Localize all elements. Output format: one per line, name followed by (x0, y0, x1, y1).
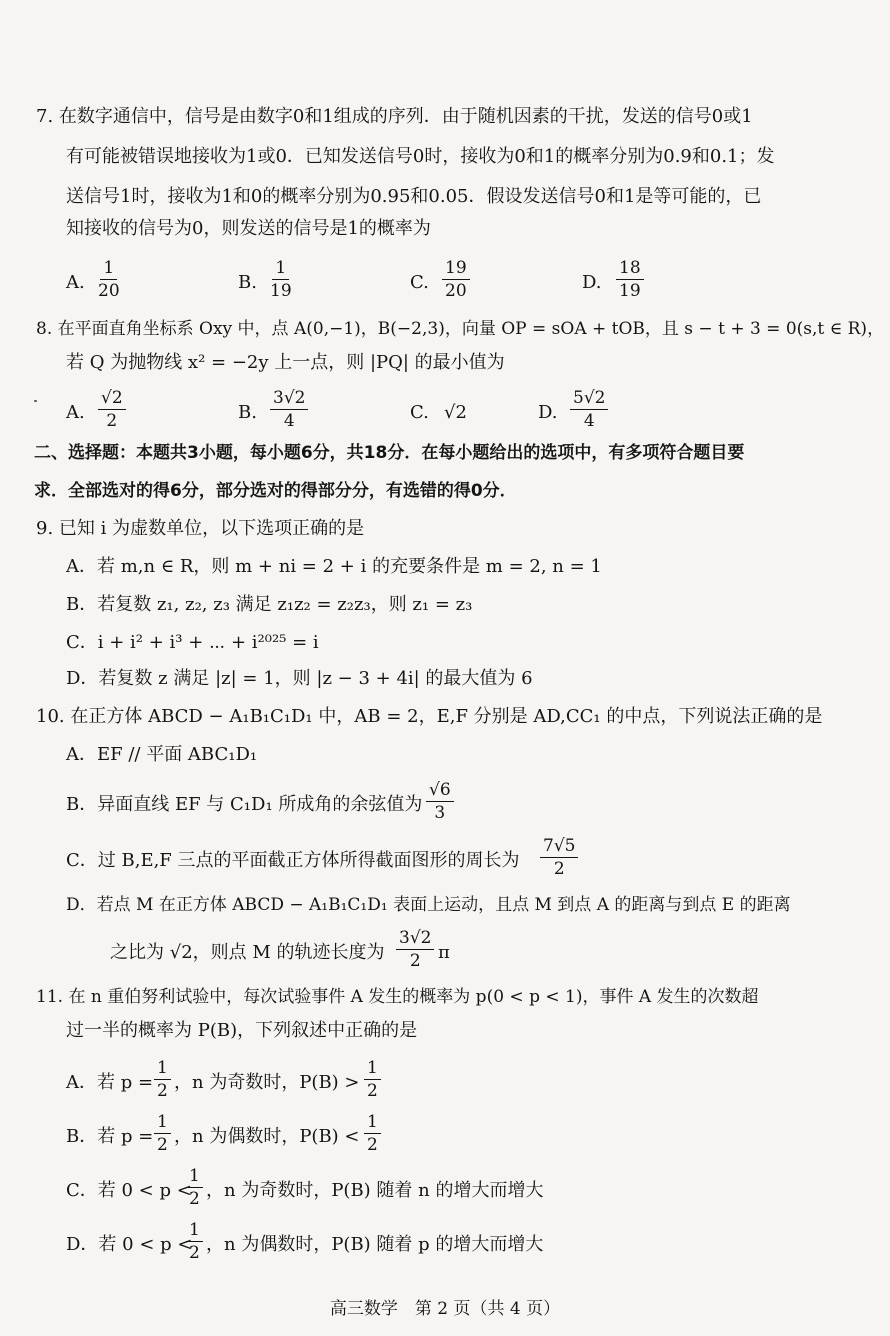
q11-option-a-fraction-p (154, 1058, 171, 1101)
q11-option-a-middle: ，n 为奇数时，P(B) > (174, 1072, 360, 1093)
fraction-numerator: 1 (364, 1058, 381, 1080)
q7-option-b-fraction (270, 258, 292, 301)
fraction-numerator: 1 (100, 258, 117, 280)
q8-option-c-value: √2 (444, 402, 467, 423)
q8-option-a-fraction (98, 388, 126, 431)
q7-option-d-fraction (616, 258, 644, 301)
q11-option-b-prefix: B．若 p = (66, 1126, 154, 1147)
fraction-numerator: 1 (272, 258, 289, 280)
fraction-numerator: 5√2 (570, 388, 608, 410)
fraction-denominator: 4 (583, 411, 595, 431)
fraction-denominator: 19 (619, 281, 641, 301)
q11-option-a-fraction-bound (364, 1058, 381, 1101)
q7-option-c-fraction (442, 258, 470, 301)
q8-option-d-fraction (570, 388, 608, 431)
fraction-numerator: 19 (442, 258, 470, 280)
q9-option-b: B．若复数 z₁, z₂, z₃ 满足 z₁z₂ = z₂z₃，则 z₁ = z₃ (66, 594, 473, 615)
q11-line-1: 11. 在 n 重伯努利试验中，每次试验事件 A 发生的概率为 p(0 < p < 1)，事件 A 发生的次数超 (36, 987, 759, 1007)
q9-option-d: D．若复数 z 满足 |z| = 1，则 |z − 3 + 4i| 的最大值为 6 (66, 668, 533, 689)
q7-line-4: 知接收的信号为0，则发送的信号是1的概率为 (66, 218, 431, 239)
q7-option-c-label: C. (410, 272, 429, 293)
q10-option-d-line-2: 之比为 √2，则点 M 的轨迹长度为 (110, 942, 385, 963)
q11-option-c-fraction (186, 1166, 203, 1209)
page-footer: 高三数学 第 2 页（共 4 页） (329, 1299, 561, 1319)
fraction-numerator: 1 (186, 1220, 203, 1242)
fraction-numerator: 1 (154, 1112, 171, 1134)
q8-option-a-label: A. (66, 402, 85, 423)
fraction-denominator: 2 (367, 1081, 378, 1101)
q10-stem: 10. 在正方体 ABCD − A₁B₁C₁D₁ 中，AB = 2，E,F 分别是 AD,CC₁ 的中点，下列说法正确的是 (36, 706, 823, 727)
fraction-numerator: √6 (426, 780, 454, 802)
fraction-denominator: 3 (434, 803, 446, 823)
fraction-numerator: 1 (364, 1112, 381, 1134)
q7-option-d-label: D. (582, 272, 602, 293)
q11-option-a-prefix: A．若 p = (66, 1072, 154, 1093)
fraction-denominator: 20 (98, 281, 120, 301)
fraction-numerator: √2 (98, 388, 126, 410)
q10-option-d-fraction (396, 928, 434, 971)
fraction-denominator: 20 (445, 281, 467, 301)
q11-option-b-middle: ，n 为偶数时，P(B) < (174, 1126, 360, 1147)
q11-option-c-middle: ，n 为奇数时，P(B) 随着 n 的增大而增大 (206, 1180, 544, 1201)
q8-option-d-label: D. (538, 402, 558, 423)
fraction-numerator: 1 (186, 1166, 203, 1188)
fraction-numerator: 3√2 (270, 388, 308, 410)
q9-option-c: C．i + i² + i³ + ⋯ + i²⁰²⁵ = i (66, 632, 319, 653)
fraction-denominator: 2 (553, 859, 565, 879)
q7-line-1: 7. 在数字通信中，信号是由数字0和1组成的序列．由于随机因素的干扰，发送的信号0或1 (36, 106, 753, 127)
q9-option-a: A．若 m,n ∈ R，则 m + ni = 2 + i 的充要条件是 m = 2, n = 1 (66, 556, 602, 577)
fraction-denominator: 2 (189, 1189, 200, 1209)
q11-option-d-prefix: D．若 0 < p < (66, 1234, 193, 1255)
section2-heading-line-1: 二、选择题：本题共3小题，每小题6分，共18分．在每小题给出的选项中，有多项符合题目要 (34, 443, 745, 463)
q10-option-b-text: B．异面直线 EF 与 C₁D₁ 所成角的余弦值为 (66, 794, 423, 815)
section2-heading-line-2: 求．全部选对的得6分，部分选对的得部分分，有选错的得0分． (34, 481, 517, 501)
fraction-numerator: 7√5 (540, 836, 578, 858)
q8-option-b-fraction (270, 388, 308, 431)
q10-option-c-fraction (540, 836, 578, 879)
q10-option-b-fraction (426, 780, 454, 823)
q11-option-b-fraction-bound (364, 1112, 381, 1155)
q8-option-c-label: C. (410, 402, 429, 423)
fraction-denominator: 19 (270, 281, 292, 301)
fraction-denominator: 2 (409, 951, 421, 971)
q11-option-d-middle: ，n 为偶数时，P(B) 随着 p 的增大而增大 (206, 1234, 544, 1255)
scan-speck (34, 400, 37, 402)
fraction-denominator: 2 (106, 411, 118, 431)
q9-stem: 9. 已知 i 为虚数单位，以下选项正确的是 (36, 518, 365, 539)
q10-option-a: A．EF // 平面 ABC₁D₁ (66, 744, 258, 765)
q10-option-d-line-1: D．若点 M 在正方体 ABCD − A₁B₁C₁D₁ 表面上运动，且点 M 到点 A 的距离与到点 E 的距离 (66, 895, 791, 915)
q11-option-d-fraction (186, 1220, 203, 1263)
q7-option-b-label: B. (238, 272, 257, 293)
q8-option-b-label: B. (238, 402, 257, 423)
q7-line-2: 有可能被错误地接收为1或0．已知发送信号0时，接收为0和1的概率分别为0.9和0.1；发 (66, 146, 775, 167)
fraction-denominator: 2 (157, 1081, 168, 1101)
q8-line-2: 若 Q 为抛物线 x² = −2y 上一点，则 |PQ| 的最小值为 (66, 352, 505, 373)
fraction-numerator: 3√2 (396, 928, 434, 950)
q11-option-b-fraction-p (154, 1112, 171, 1155)
q11-option-c-prefix: C．若 0 < p < (66, 1180, 192, 1201)
fraction-numerator: 1 (154, 1058, 171, 1080)
fraction-denominator: 4 (283, 411, 295, 431)
q10-option-d-pi: π (438, 942, 450, 963)
q10-option-c-text: C．过 B,E,F 三点的平面截正方体所得截面图形的周长为 (66, 850, 520, 871)
q11-line-2: 过一半的概率为 P(B)，下列叙述中正确的是 (66, 1020, 418, 1041)
q8-line-1: 8. 在平面直角坐标系 Oxy 中，点 A(0,−1)，B(−2,3)，向量 OP = sOA + tOB，且 s − t + 3 = 0(s,t ∈ R)， (36, 319, 885, 339)
fraction-numerator: 18 (616, 258, 644, 280)
fraction-denominator: 2 (189, 1243, 200, 1263)
fraction-denominator: 2 (367, 1135, 378, 1155)
q7-option-a-label: A. (66, 272, 85, 293)
q7-line-3: 送信号1时，接收为1和0的概率分别为0.95和0.05．假设发送信号0和1是等可能的，已 (66, 186, 762, 207)
fraction-denominator: 2 (157, 1135, 168, 1155)
q7-option-a-fraction (98, 258, 120, 301)
